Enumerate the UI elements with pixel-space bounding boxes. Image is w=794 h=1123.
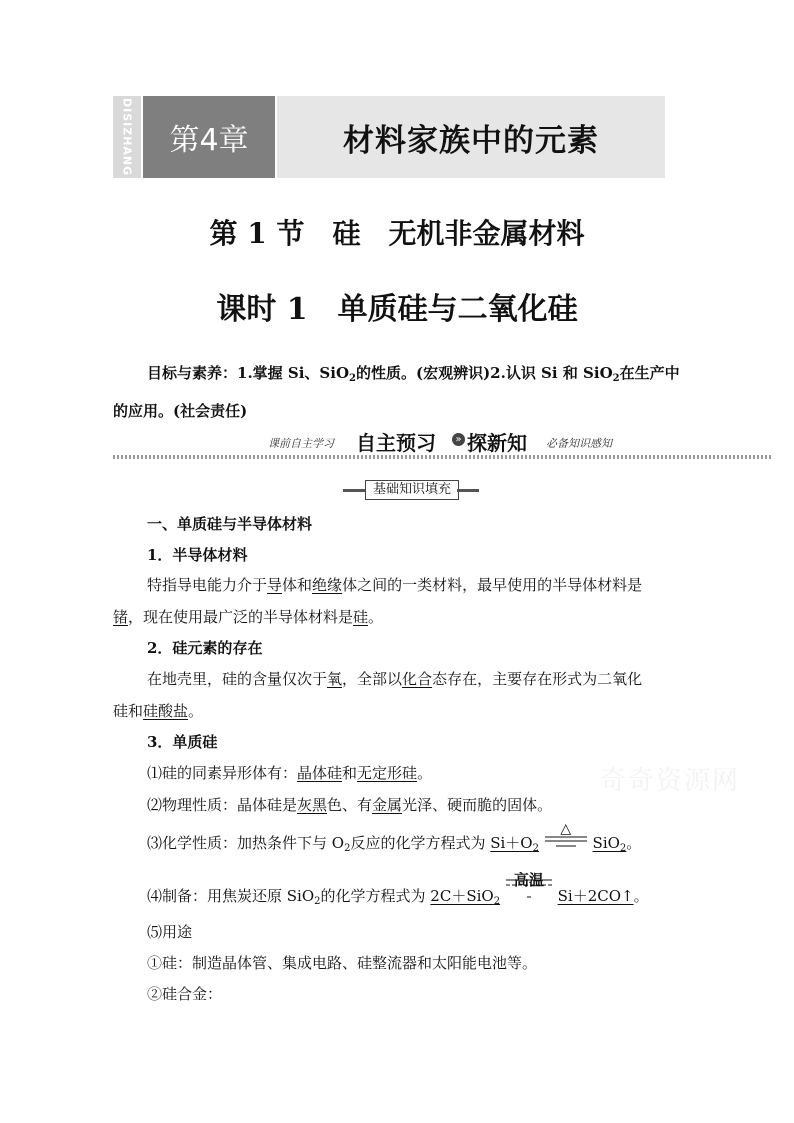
banner-vertical-label	[113, 96, 141, 178]
item-allotropes: ⑴硅的同素异形体有：晶体硅和无定形硅。	[147, 764, 433, 782]
high-temp-label: 高温	[513, 871, 544, 889]
heading-1: 一、单质硅与半导体材料	[147, 515, 313, 533]
lesson-title: 课时 1 单质硅与二氧化硅	[216, 292, 578, 327]
paragraph-semiconductor-2: 锗，现在使用最广泛的半导体材料是硅。	[113, 608, 384, 626]
banner-vertical-text: DISIZHANG	[120, 97, 134, 177]
tag-right-bar	[457, 489, 479, 492]
tag-left-bar	[343, 489, 365, 492]
equation-rhs: SiO$_2$	[592, 834, 627, 854]
learning-goal: 目标与素养：1.掌握 Si、SiO$_2$的性质。(宏观辨识)2.认识 Si 和 SiO$_2$在生产中的应用。(社会责任)	[113, 364, 680, 420]
chapter-number-box	[143, 96, 275, 178]
equation-lhs: $Si+O_2$	[490, 834, 539, 854]
prep-equation-rhs: Si＋2CO↑	[557, 887, 634, 905]
heat-triangle-icon: △	[560, 821, 572, 837]
chapter-banner	[113, 96, 665, 178]
paragraph-occurrence-1: 在地壳里，硅的含量仅次于氧，全部以化合态存在，主要存在形式为二氧化	[147, 670, 643, 688]
item-physical-properties: ⑵物理性质：晶体硅是灰黑色、有金属光泽、硬而脆的固体。	[147, 796, 553, 814]
paragraph-occurrence-2: 硅和硅酸盐。	[113, 702, 204, 720]
chapter-title: 材料家族中的元素	[343, 122, 599, 159]
prep-equation-lhs: 2C＋SiO$_2$	[430, 887, 501, 907]
chapter-title-box	[277, 96, 665, 178]
chapter-number: 第4章	[169, 123, 249, 158]
paragraph-semiconductor-1: 特指导电能力介于导体和绝缘体之间的一类材料，最早使用的半导体材料是	[147, 576, 643, 594]
watermark: 奇奇资源网	[600, 766, 741, 796]
dotted-divider-line	[113, 455, 773, 459]
preview-left-label: 课前自主学习	[268, 437, 334, 450]
double-arrow-icon: »	[452, 433, 465, 446]
reaction-condition-high-temp	[505, 871, 553, 905]
preview-heading-2: 探新知	[467, 431, 527, 455]
item-preparation: ⑷制备：用焦炭还原 SiO$_2$的化学方程式为 2C＋SiO$_2$ 高温 Si＋2CO↑。	[147, 871, 649, 907]
reaction-condition-heat	[544, 821, 588, 852]
use-silicon-alloy: ②硅合金：	[147, 985, 223, 1003]
subheading-occurrence: 2．硅元素的存在	[147, 639, 263, 657]
subheading-silicon: 3．单质硅	[147, 733, 218, 751]
item-uses: ⑸用途	[147, 923, 193, 941]
use-silicon: ①硅：制造晶体管、集成电路、硅整流器和太阳能电池等。	[147, 954, 538, 972]
section-title: 第 1 节 硅 无机非金属材料	[209, 217, 585, 250]
subheading-semiconductor: 1．半导体材料	[147, 546, 248, 564]
preview-right-label: 必备知识感知	[546, 437, 612, 450]
preview-divider	[113, 425, 773, 461]
basic-knowledge-tag	[343, 480, 479, 500]
tag-label: 基础知识填充	[365, 480, 459, 500]
item-chemical-properties: ⑶化学性质：加热条件下与 $O_2$反应的化学方程式为 $Si+O_2$ △ SiO$_2$。	[147, 821, 642, 854]
preview-heading-1: 自主预习	[356, 431, 436, 455]
